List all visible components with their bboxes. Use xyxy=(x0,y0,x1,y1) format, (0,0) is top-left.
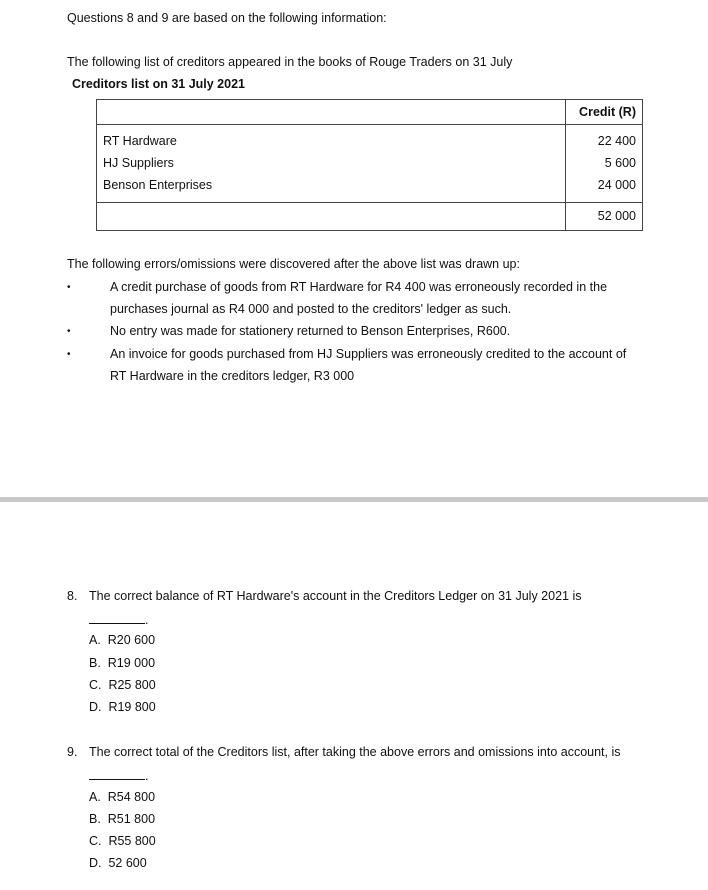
q9-option[interactable] xyxy=(89,812,155,826)
option-letter: A. xyxy=(89,633,101,647)
intro-text: Questions 8 and 9 are based on the following information: xyxy=(67,11,387,25)
option-letter: D. xyxy=(89,856,102,870)
q8-option[interactable] xyxy=(89,700,156,714)
page-divider xyxy=(0,497,708,502)
table-total-row xyxy=(97,203,643,231)
creditor-name: Benson Enterprises xyxy=(103,178,213,192)
q8-option[interactable] xyxy=(89,633,155,647)
errors-intro: The following errors/omissions were discovered after the above list was drawn up: xyxy=(67,257,520,271)
lead-text: The following list of creditors appeared in the books of Rouge Traders on 31 July xyxy=(67,55,513,69)
q9-text: The correct total of the Creditors list, after taking the above errors and omissions into account, is xyxy=(89,745,621,759)
option-letter: D. xyxy=(89,700,102,714)
header-blank-cell xyxy=(97,100,566,125)
q9-option[interactable] xyxy=(89,790,155,804)
option-text: R20 600 xyxy=(107,633,156,647)
option-text: R54 800 xyxy=(107,790,156,804)
option-letter: A. xyxy=(89,790,101,804)
q8-option[interactable] xyxy=(89,656,155,670)
table-title: Creditors list on 31 July 2021 xyxy=(72,77,245,91)
error-line: An invoice for goods purchased from HJ Suppliers was erroneously credited to the account of xyxy=(110,347,627,361)
option-letter: C. xyxy=(89,678,102,692)
creditor-name: RT Hardware xyxy=(103,134,177,148)
q9-answer-blank: . xyxy=(89,767,148,783)
total-blank-cell xyxy=(97,203,566,231)
error-line: purchases journal as R4 000 and posted to the creditors' ledger as such. xyxy=(110,302,512,316)
creditor-amount: 22 400 xyxy=(597,134,636,148)
q9-option[interactable] xyxy=(89,856,147,870)
error-line: No entry was made for stationery returned to Benson Enterprises, R600. xyxy=(110,324,511,338)
bullet-icon: • xyxy=(67,349,71,360)
creditor-amount: 24 000 xyxy=(597,178,636,192)
creditor-amount: 5 600 xyxy=(604,156,636,170)
credit-header: Credit (R) xyxy=(579,105,636,119)
q8-text: The correct balance of RT Hardware's account in the Creditors Ledger on 31 July 2021 is xyxy=(89,589,582,603)
q9-number: 9. xyxy=(67,745,78,759)
option-text: R25 800 xyxy=(108,678,156,692)
total-cell xyxy=(566,203,643,231)
option-letter: B. xyxy=(89,656,101,670)
q8-number: 8. xyxy=(67,589,78,603)
option-text: R51 800 xyxy=(107,812,156,826)
q9-option[interactable] xyxy=(89,834,156,848)
total-amount: 52 000 xyxy=(597,209,636,223)
error-line: RT Hardware in the creditors ledger, R3 000 xyxy=(110,369,355,383)
option-text: R19 000 xyxy=(107,656,156,670)
creditor-names-cell xyxy=(97,125,566,203)
creditor-name: HJ Suppliers xyxy=(103,156,174,170)
q8-option[interactable] xyxy=(89,678,156,692)
q8-answer-blank: . xyxy=(89,611,148,627)
table-header-row xyxy=(97,100,643,125)
option-text: R19 800 xyxy=(108,700,156,714)
header-cell xyxy=(566,100,643,125)
option-letter: C. xyxy=(89,834,102,848)
creditor-amounts-cell xyxy=(566,125,643,203)
table-body-row xyxy=(97,125,643,203)
option-letter: B. xyxy=(89,812,101,826)
creditors-table xyxy=(96,99,643,231)
error-line: A credit purchase of goods from RT Hardware for R4 400 was erroneously recorded in the xyxy=(110,280,608,294)
option-text: R55 800 xyxy=(108,834,156,848)
bullet-icon: • xyxy=(67,326,71,337)
option-text: 52 600 xyxy=(108,856,147,870)
bullet-icon: • xyxy=(67,282,71,293)
